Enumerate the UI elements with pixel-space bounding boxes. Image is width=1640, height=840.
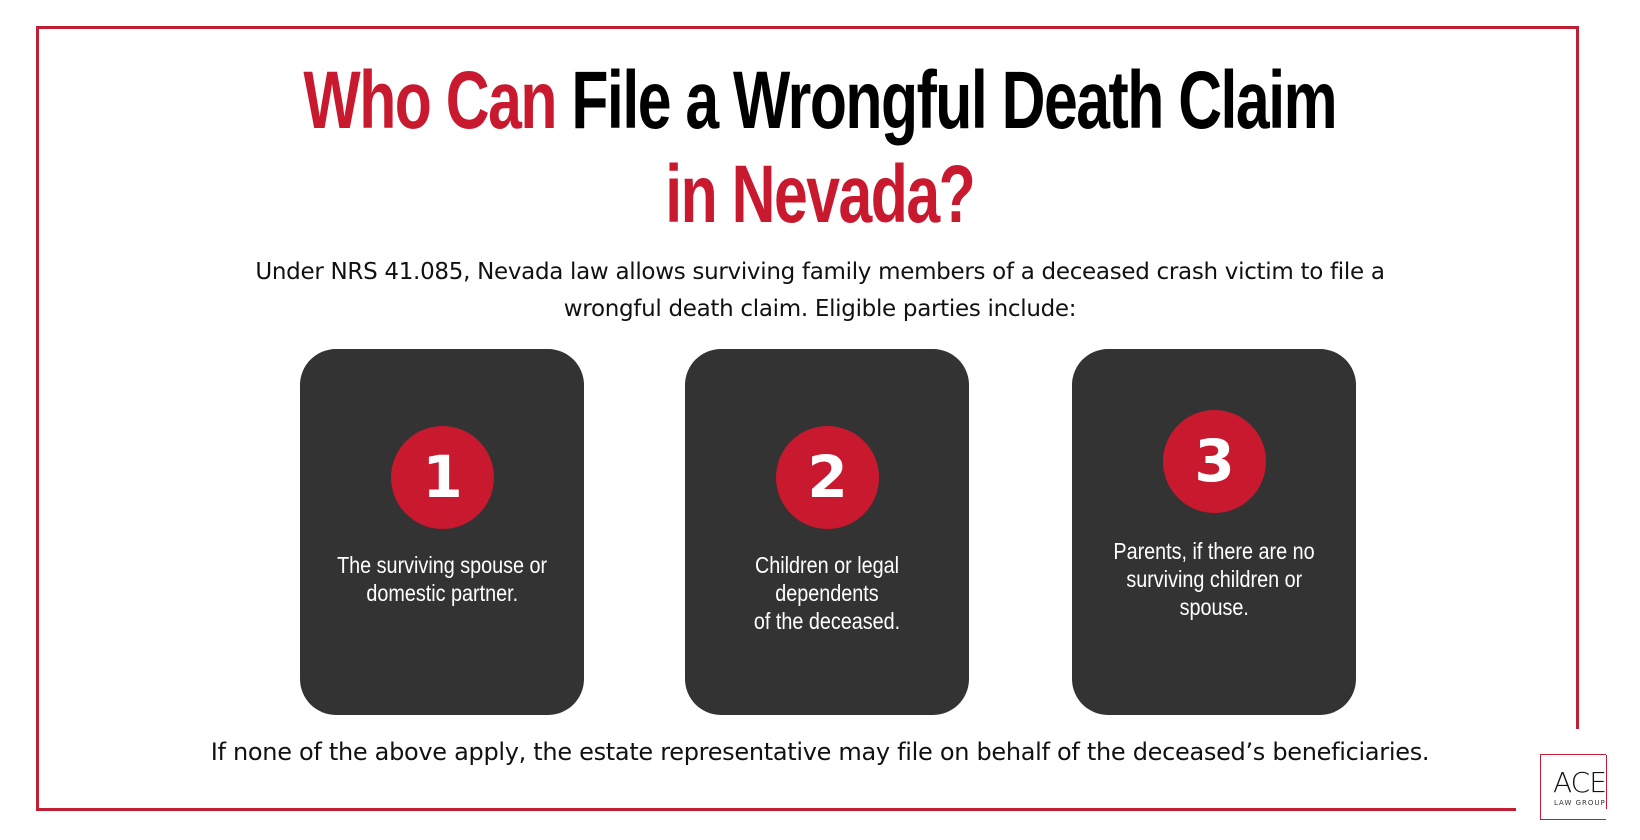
intro-text xyxy=(140,254,1500,328)
number-badge: 2 xyxy=(776,426,879,529)
card-line: domestic partner. xyxy=(366,580,518,606)
intro-line2: wrongful death claim. Eligible parties include: xyxy=(563,296,1077,322)
card-1 xyxy=(300,349,584,715)
card-3 xyxy=(1072,349,1356,715)
title-line2: in Nevada? xyxy=(665,149,975,240)
card-line: spouse. xyxy=(1179,594,1249,620)
ace-logo xyxy=(1540,754,1606,820)
card-line: of the deceased. xyxy=(753,608,901,634)
frame-top xyxy=(36,26,1579,29)
card-line: surviving children or xyxy=(1126,566,1302,592)
number-badge: 3 xyxy=(1163,410,1266,513)
card-line: Children or legal dependents xyxy=(754,552,900,606)
number-badge: 1 xyxy=(391,426,494,529)
card-text xyxy=(300,551,584,607)
card-2 xyxy=(685,349,969,715)
logo-sub: LAW GROUP xyxy=(1554,799,1606,807)
intro-line1: Under NRS 41.085, Nevada law allows surviving family members of a deceased crash victim to file a xyxy=(255,259,1385,285)
page-title-line2 xyxy=(0,150,1640,240)
logo-name: ACE xyxy=(1553,766,1606,799)
card-text xyxy=(1072,537,1356,621)
card-text xyxy=(685,551,969,635)
card-line: Parents, if there are no xyxy=(1113,538,1315,564)
title-black: File a Wrongful Death Claim xyxy=(571,55,1337,146)
footer-note: If none of the above apply, the estate representative may file on behalf of the deceased’s beneficiaries. xyxy=(210,738,1430,766)
page-title xyxy=(0,56,1640,146)
card-line: The surviving spouse or xyxy=(336,552,548,578)
frame-bottom xyxy=(36,808,1516,811)
title-red: Who Can xyxy=(303,55,557,146)
